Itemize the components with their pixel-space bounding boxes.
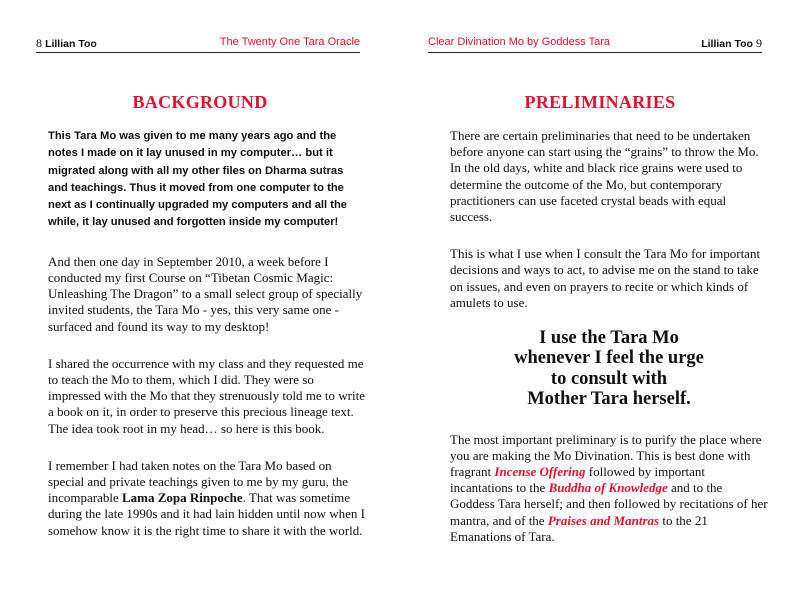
body-paragraph-3 (48, 458, 366, 539)
prelim-3-text-d: to the 21 Emanations of Tara. (450, 512, 708, 544)
prelim-paragraph-1: There are certain preliminaries that need to be undertaken before anyone can start using the “grains” to throw the Mo. In the old days, white and black rice grains were used to determine the outcome of the Mo, but contemporary practitioners can use faceted crystal beads with equal success. (450, 128, 759, 225)
pull-quote-line: to consult with (550, 368, 668, 389)
guru-name: Lama Zopa Rinpoche (122, 490, 243, 506)
right-page (400, 0, 800, 608)
page-number-left: 8 (36, 36, 42, 50)
praises-and-mantras-emphasis: Praises and Mantras (547, 512, 660, 528)
page-number-right: 9 (756, 36, 762, 50)
pull-quote-line: I use the Tara Mo (539, 328, 679, 349)
section-title-preliminaries: PRELIMINARIES (524, 92, 676, 112)
body-paragraph-1: And then one day in September 2010, a week before I conducted my first Course on “Tibetan Cosmic Magic: Unleashing The Dragon” to a small select group of specially invited students, the Tara Mo - yes, this very same one - surfaced and found its way to my desktop! (48, 253, 363, 334)
prelim-3-text-a: The most important preliminary is to purify the place where you are making the Mo Divination. This is best done with fragrant (450, 431, 762, 480)
prelim-paragraph-3 (450, 432, 768, 545)
header-rule-right (428, 52, 762, 53)
left-page-body (48, 128, 366, 560)
chapter-title-header: Clear Divination Mo by Goddess Tara (428, 36, 610, 48)
header-rule-left (36, 52, 360, 53)
incense-offering-emphasis: Incense Offering (494, 464, 586, 480)
buddha-of-knowledge-emphasis: Buddha of Knowledge (548, 480, 668, 496)
pull-quote-line: Mother Tara herself. (527, 389, 691, 410)
left-header-group (36, 36, 97, 51)
right-header-group (701, 36, 762, 51)
author-name-left: Lillian Too (45, 38, 97, 50)
left-page-header (36, 36, 360, 54)
pull-quote-line: whenever I feel the urge (514, 348, 704, 369)
intro-paragraph: This Tara Mo was given to me many years ago and the notes I made on it lay unused in my computer… but it migrated along with all my other files on Dharma sutras and teachings. Thus it moved from one computer to the next as I continually upgraded my computers and all the while, it lay unused and forgotten inside my computer! (48, 130, 348, 229)
right-page-body (450, 128, 768, 566)
paragraph-3-text-a: I remember I had taken notes on the Tara Mo based on special and private teachings given to me by my guru, the incomparable (48, 457, 348, 506)
body-paragraph-2: I shared the occurrence with my class and they requested me to teach the Mo to them, which I did. They were so impressed with the Mo that they strenuously told me to write a book on it, in order to preserve this precious lineage text. The idea took root in my head… so here is this book. (48, 355, 366, 436)
prelim-paragraph-2: This is what I use when I consult the Tara Mo for important decisions and ways to act, to advise me on the stand to take on issues, and even on prayers to recite or which kinds of amulets to use. (450, 246, 761, 310)
author-name-right: Lillian Too (701, 38, 753, 50)
prelim-3-text-b: followed by important incantations to the (450, 464, 706, 496)
prelim-3-text-c: and to the Goddess Tara herself; and then followed by recitations of her mantra, and of the (450, 480, 768, 528)
section-title-background: BACKGROUND (132, 92, 268, 112)
book-title-header: The Twenty One Tara Oracle (219, 36, 360, 48)
right-page-header (428, 36, 762, 54)
paragraph-3-text-b: . That was sometime during the late 1990s and it had lain hidden until now when I somehow know it is the right time to share it with the world. (48, 490, 365, 538)
pull-quote (450, 328, 768, 410)
